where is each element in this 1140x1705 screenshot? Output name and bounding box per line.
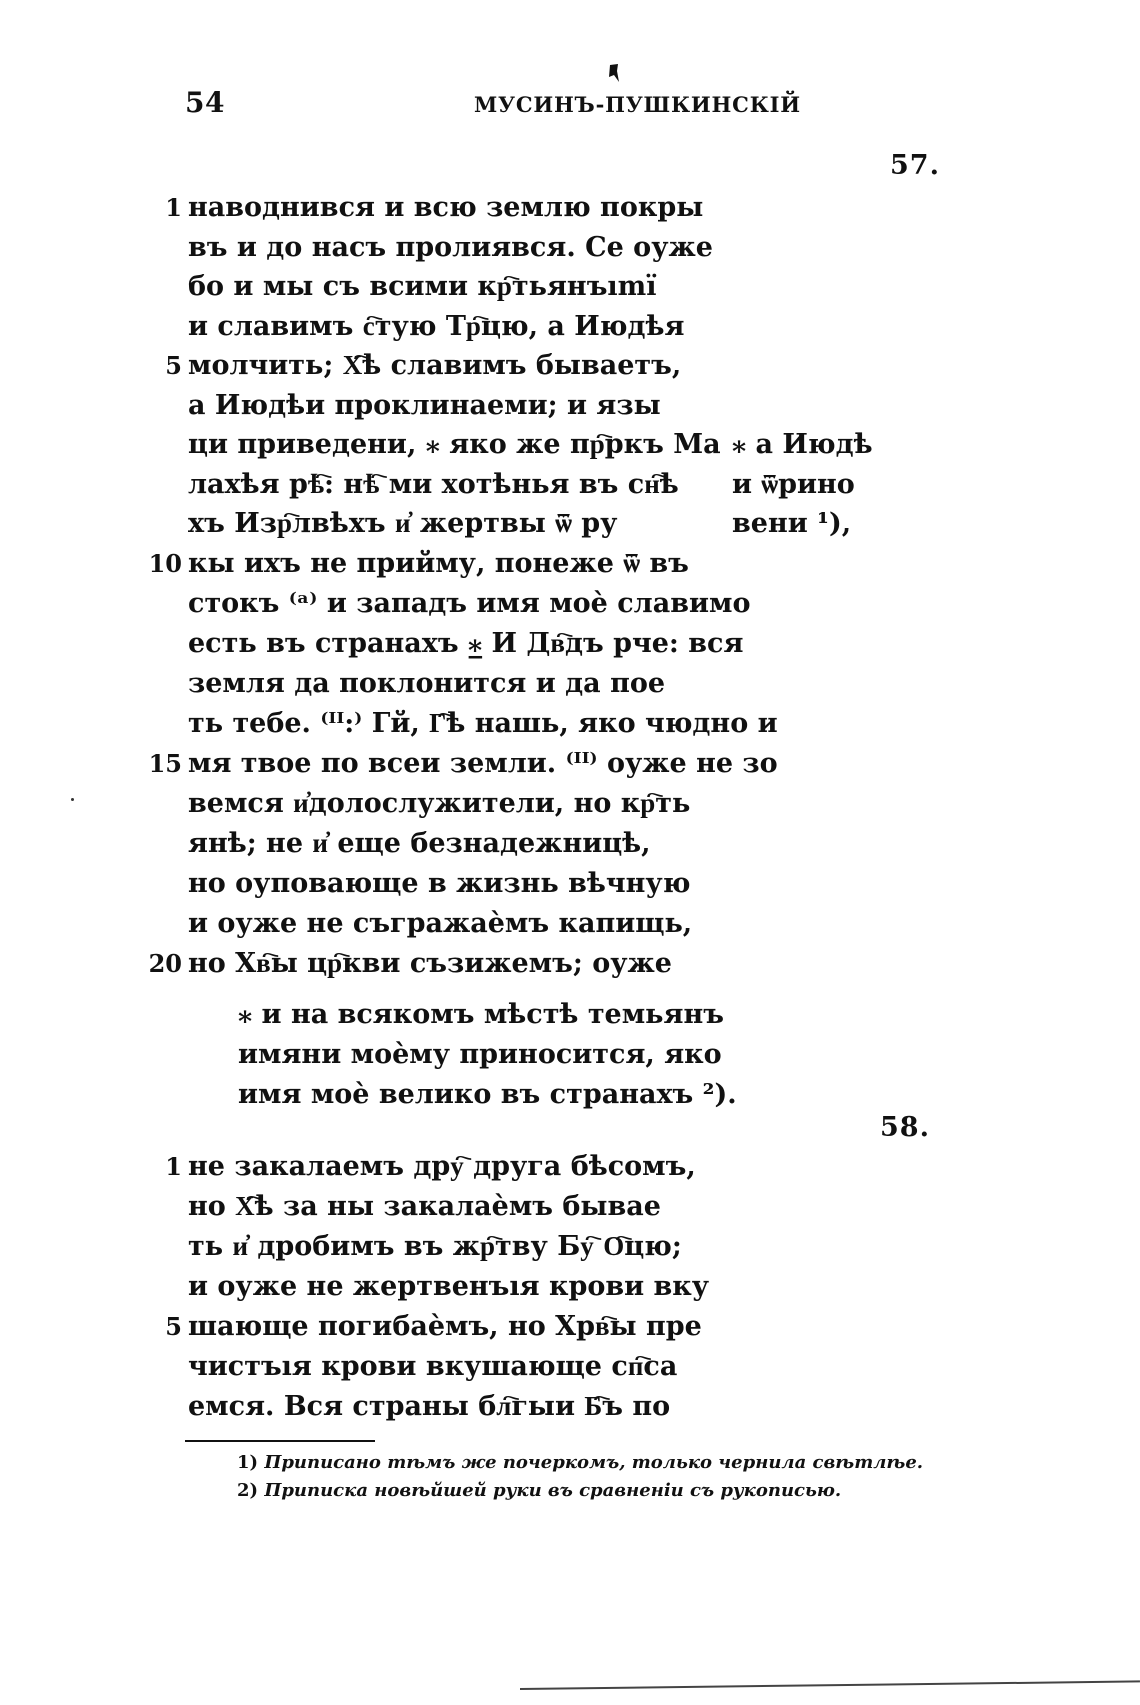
line-text: лахѣя рѣ҇: нѣ҇ ми хотѣнья въ сн҇ѣ xyxy=(188,469,679,500)
section-number: 57. xyxy=(890,150,940,181)
footnote xyxy=(237,1480,841,1501)
running-title: МУСИНЪ-ПУШКИНСКIЙ xyxy=(474,92,801,117)
line-text: не закалаемъ дру҇ друга бѣсомъ, xyxy=(188,1151,696,1182)
margin-line: и ѿрино xyxy=(732,469,855,500)
footnote-text: Приписано тѣмъ же почеркомъ, только чернила свѣтлѣе. xyxy=(264,1452,924,1473)
footnote xyxy=(237,1452,923,1473)
ink-mark-icon xyxy=(608,63,620,83)
line-number: 1 xyxy=(165,193,182,222)
section-number: 58. xyxy=(880,1112,930,1143)
footnote-marker: 2) xyxy=(237,1480,259,1501)
line-text: въ и до насъ пролиявся. Се оуже xyxy=(188,232,713,263)
line-text: ци приведени, ⁎ яко же пр҇ркъ Ма xyxy=(188,429,721,460)
insert-line: имяни моѐму приносится, яко xyxy=(238,1039,722,1070)
footnote-marker: 1) xyxy=(237,1452,259,1473)
line-text: и оуже не съгражаѐмъ капищь, xyxy=(188,908,693,939)
footnote-divider xyxy=(185,1440,375,1442)
line-text: емся. Вся страны бл҇гыи Б҇ъ по xyxy=(188,1391,671,1422)
scan-edge-line xyxy=(520,1680,1140,1690)
line-text: но Хв҇ы цр҇кви съзижемъ; оуже xyxy=(188,948,672,979)
line-number: 15 xyxy=(148,749,182,778)
line-text: хъ Изр҇лвѣхъ и҆ жертвы ѿ ру xyxy=(188,508,618,539)
insert-line: имя моѐ велико въ странахъ ²). xyxy=(238,1079,737,1110)
page-number: 54 xyxy=(185,86,225,119)
margin-line: ⁎ а Июдѣ xyxy=(732,429,873,460)
scan-speck xyxy=(71,798,74,801)
line-text: чистъıя крови вкушающе сп҇са xyxy=(188,1351,678,1382)
line-text: молчить; Х҇ѣ славимъ бываетъ, xyxy=(188,350,682,381)
line-number: 10 xyxy=(148,549,182,578)
line-text: ть и҆ дробимъ въ жр҇тву Бу҇ О҇цю; xyxy=(188,1231,682,1262)
line-text: но Х҇ѣ за ны закалаѐмъ бывае xyxy=(188,1191,661,1222)
line-text: наводнився и всю землю покры xyxy=(188,192,704,223)
line-text: стокъ ⁽ᵃ⁾ и западъ имя моѐ славимо xyxy=(188,588,751,619)
line-text: мя твое по всеи земли. ⁽ᴵᴵ⁾ оуже не зо xyxy=(188,748,778,779)
insert-line: ⁎ и на всякомъ мѣстѣ темьянъ xyxy=(238,999,724,1030)
footnote-text: Приписка новѣйшей руки въ сравненіи съ рукописью. xyxy=(264,1480,842,1501)
line-text: есть въ странахъ ⁎̲ И Дв҇дъ рче: вся xyxy=(188,628,744,659)
line-text: вемся и҆долослужители, но кр҇ть xyxy=(188,788,691,819)
line-text: бо и мы съ всими кр҇тьянъımї xyxy=(188,271,657,302)
line-text: и славимъ с҇тую Тр҇цю, а Июдѣя xyxy=(188,311,685,342)
line-text: земля да поклонится и да пое xyxy=(188,668,666,699)
line-text: кы ихъ не прийму, понеже ѿ въ xyxy=(188,548,689,579)
line-number: 1 xyxy=(165,1152,182,1181)
line-text: а Июдѣи проклинаеми; и язы xyxy=(188,390,661,421)
margin-line: вени ¹), xyxy=(732,508,852,539)
line-text: и оуже не жертвенъıя крови вку xyxy=(188,1271,710,1302)
line-number: 5 xyxy=(165,351,182,380)
line-text: шающе погибаѐмъ, но Хрв҇ы пре xyxy=(188,1311,702,1342)
line-text: но оуповающе в жизнь вѣчную xyxy=(188,868,691,899)
line-text: ть тебе. ⁽ᴵᴵ:⁾ Гй, Г҇ѣ нашь, яко чюдно и xyxy=(188,708,778,739)
line-text: янѣ; не и҆ еще безнадежницѣ, xyxy=(188,828,651,859)
line-number: 20 xyxy=(148,949,182,978)
line-number: 5 xyxy=(165,1312,182,1341)
